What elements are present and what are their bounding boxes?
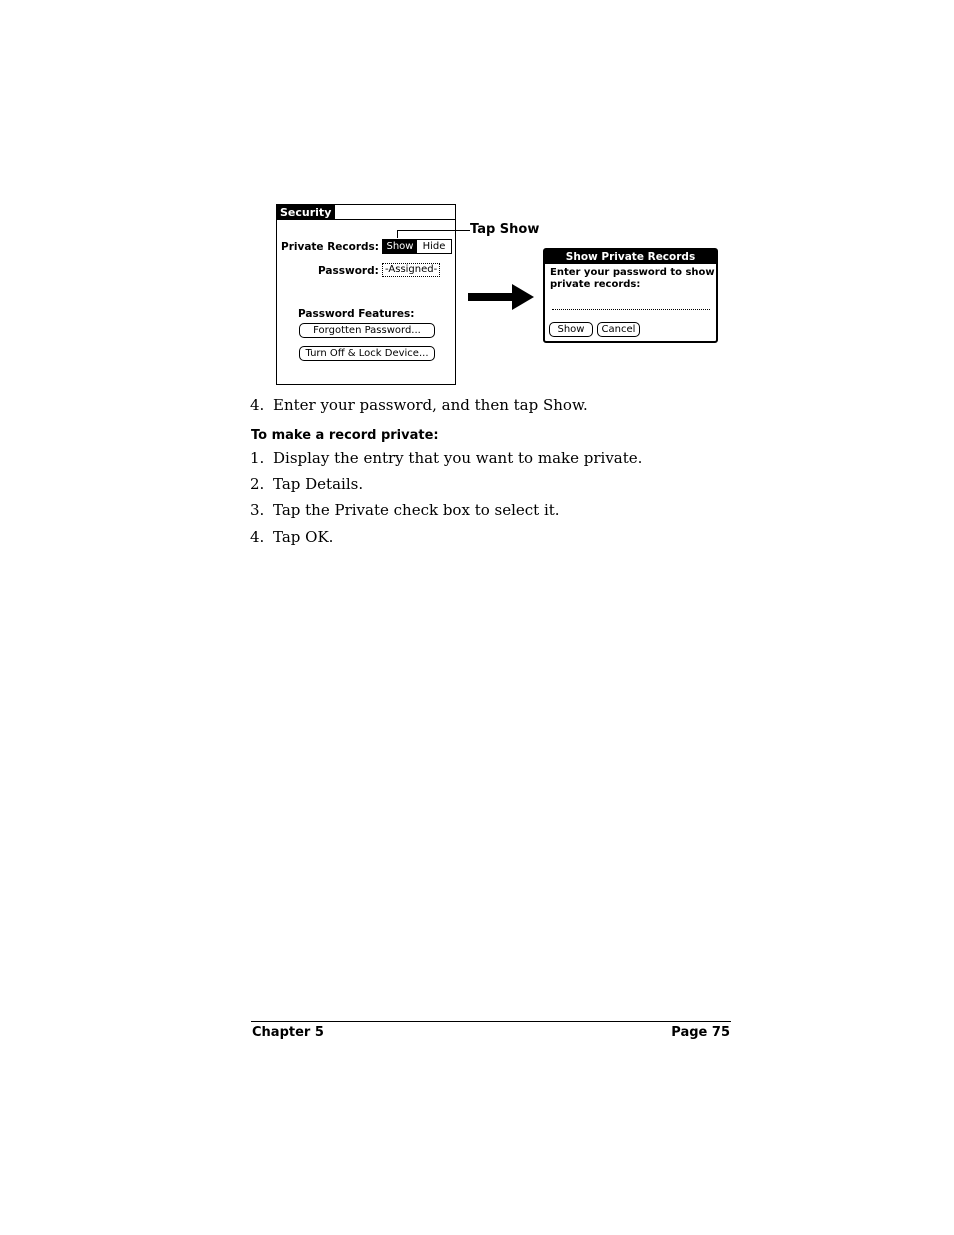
- footer-rule: [251, 1021, 731, 1022]
- password-label: Password:: [318, 265, 379, 277]
- security-title-bar: [277, 205, 455, 220]
- callout-line: [397, 230, 470, 238]
- password-field[interactable]: -Assigned-: [382, 263, 440, 277]
- password-features-label: Password Features:: [298, 308, 415, 320]
- turn-off-lock-button[interactable]: Turn Off & Lock Device...: [299, 346, 435, 361]
- footer-chapter: Chapter 5: [252, 1025, 324, 1040]
- footer-page: Page 75: [671, 1025, 730, 1040]
- step-text: Display the entry that you want to make private.: [273, 449, 643, 467]
- list-item: [250, 501, 560, 519]
- forgotten-password-button[interactable]: Forgotten Password...: [299, 323, 435, 338]
- list-item: [250, 528, 333, 546]
- security-title: Security: [277, 205, 335, 220]
- step-number: 2.: [250, 475, 265, 493]
- list-item: [250, 449, 642, 467]
- dialog-cancel-button[interactable]: Cancel: [597, 322, 640, 337]
- step-enter-password: [250, 396, 588, 414]
- list-item: [250, 475, 363, 493]
- dialog-message: Enter your password to show private records:: [550, 267, 715, 290]
- section-heading: To make a record private:: [251, 428, 439, 443]
- private-records-label: Private Records:: [281, 241, 379, 253]
- step-number: 3.: [250, 501, 265, 519]
- private-records-toggle[interactable]: [382, 239, 452, 254]
- hide-option[interactable]: Hide: [422, 241, 446, 252]
- step-text: Tap OK.: [273, 528, 334, 546]
- dialog-show-button[interactable]: Show: [549, 322, 593, 337]
- step-number: 1.: [250, 449, 265, 467]
- dialog-password-input[interactable]: [552, 309, 710, 310]
- step-number: 4.: [250, 528, 265, 546]
- step-text: Tap the Private check box to select it.: [273, 501, 560, 519]
- show-private-records-dialog: [543, 248, 718, 343]
- step-number: 4.: [250, 396, 265, 414]
- right-arrow-icon: [512, 284, 534, 310]
- dialog-title: Show Private Records: [545, 250, 716, 264]
- show-option[interactable]: Show: [383, 240, 417, 253]
- step-text: Tap Details.: [273, 475, 364, 493]
- step-text: Enter your password, and then tap Show.: [273, 396, 588, 414]
- tap-show-callout: Tap Show: [470, 222, 540, 237]
- arrow-shaft: [468, 293, 514, 301]
